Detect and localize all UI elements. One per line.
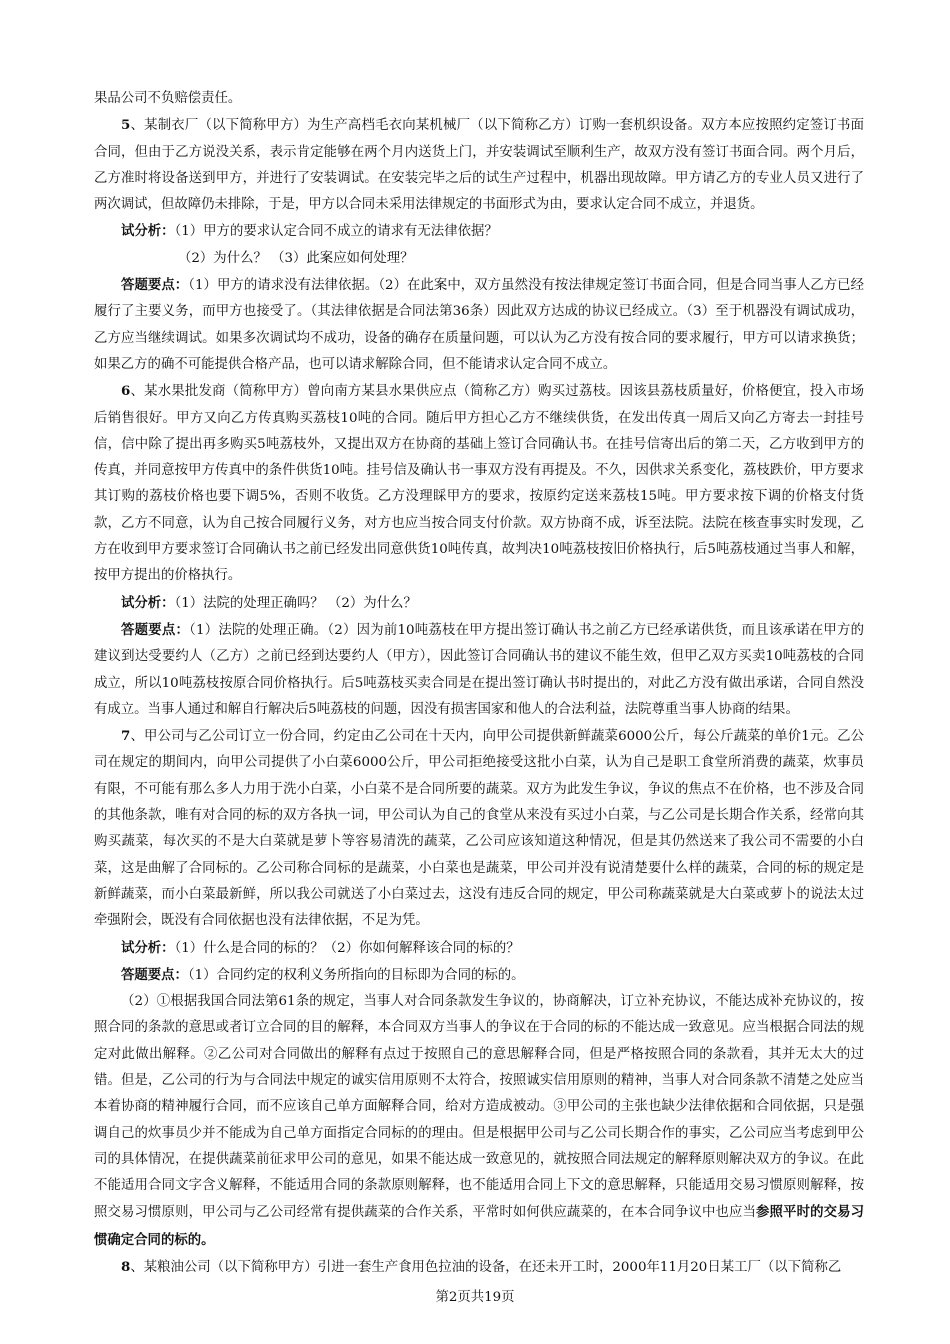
case-text: 、甲公司与乙公司订立一份合同，约定由乙公司在十天内，向甲公司提供新鲜蔬菜6000公斤，每公斤蔬菜的单价1元。乙公司在规定的期间内，向甲公司提供了小白菜6000公斤，甲公司拒绝接受这批小白菜，认为自己是职工食堂所消费的蔬菜，炊事员有限，不可能有那么多人力用于洗小白菜，小白菜不是合同所要的蔬菜。双方为此发生争议，争议的焦点不在价格，也不涉及合同的其他条款，唯有对合同的标的双方各执一词，甲公司认为自己的食堂从来没有买过小白菜，与乙公司是长期合作关系，经常向其购买蔬菜，每次买的不是大白菜就是萝卜等容易清洗的蔬菜，乙公司应该知道这种情况，但是其仍然送来了我公司不需要的小白菜，这是曲解了合同标的。乙公司称合同标的是蔬菜，小白菜也是蔬菜，甲公司并没有说清楚要什么样的蔬菜，合同的标的规定是新鲜蔬菜，而小白菜最新鲜，所以我公司就送了小白菜过去，这没有违反合同的规定，甲公司称蔬菜就是大白菜或萝卜的说法太过牵强附会，既没有合同依据也没有法律依据，不足为凭。 (94, 729, 864, 929)
case-number: 6 (121, 383, 131, 400)
case-text: 、某制衣厂（以下简称甲方）为生产高档毛衣向某机械厂（以下简称乙方）订购一套机织设备。双方本应按照约定签订书面合同，但由于乙方说没关系，表示肯定能够在两个月内送货上门，并安装调试至顺利生产，故双方没有签订书面合同。两个月后，乙方准时将设备送到甲方，并进行了安装调试。在安装完毕之后的试生产过程中，机器出现故障。甲方请乙方的专业人员又进行了两次调试，但故障仍未排除，于是，甲方以合同未采用法律规定的书面形式为由，要求认定合同不成立，并退货。 (94, 118, 864, 213)
answer-text: （1）合同约定的权利义务所指向的目标即为合同的标的。 (187, 967, 525, 983)
case-text: 、某粮油公司（以下简称甲方）引进一套生产食用色拉油的设备，在还未开工时，2000年11月20日某工厂（以下简称乙 (130, 1260, 842, 1276)
answer (94, 272, 864, 378)
case-5 (94, 112, 864, 218)
answer-label: 答题要点： (121, 621, 190, 638)
document-body (94, 86, 864, 1281)
case-8 (94, 1254, 864, 1281)
answer-text: （1）法院的处理正确。（2）因为前10吨荔枝在甲方提出签订确认书之前乙方已经承诺供货，而且该承诺在甲方的建议到达受要约人（乙方）之前已经到达要约人（甲方），因此签订合同确认书的建议不能生效，但甲乙双方买卖10吨荔枝的合同成立，所以10吨荔枝按原合同价格执行。后5吨荔枝买卖合同是在提出签订确认书时提出的，对此乙方没有做出承诺，合同自然没有成立。当事人通过和解自行解决后5吨荔枝的问题，因没有损害国家和他人的合法利益，法院尊重当事人协商的结果。 (94, 622, 864, 717)
case-6 (94, 378, 864, 589)
answer-emphasis: 参照平时的交易习惯确定合同的标的。 (94, 1204, 864, 1248)
answer-label: 答题要点： (121, 966, 188, 983)
answer (94, 962, 864, 989)
question-text: （1）甲方的要求认定合同不成立的请求有无法律依据？ (174, 224, 498, 240)
paragraph: 果品公司不负赔偿责任。 (94, 91, 242, 106)
question-label: 试分析： (121, 594, 175, 611)
question (94, 590, 864, 617)
question-continued: （2）为什么？ （3）此案应如何处理？ (178, 250, 414, 266)
question-text: （1）法院的处理正确吗？ （2）为什么？ (174, 595, 417, 611)
case-number: 5 (121, 117, 131, 134)
case-number: 7 (121, 728, 131, 745)
question-label: 试分析： (121, 939, 175, 956)
answer-text: （2）①根据我国合同法第61条的规定，当事人对合同条款发生争议的，协商解决，订立补充协议，不能达成补充协议的，按照合同的条款的意思或者订立合同的目的解释，本合同双方当事人的争议在于合同的标的不能达成一致意见。应当根据合同法的规定对此做出解释。②乙公司对合同做出的解释有点过于按照自己的意思解释合同，但是严格按照合同的条款看，其并无太大的过错。但是，乙公司的行为与合同法中规定的诚实信用原则不太符合，按照诚实信用原则的精神，当事人对合同条款不清楚之处应当本着协商的精神履行合同，而不应该自己单方面解释合同，给对方造成被动。③甲公司的主张也缺少法律依据和合同依据，只是强调自己的炊事员少并不能成为自己单方面指定合同标的的理由。但是根据甲公司与乙公司长期合作的事实，乙公司应当考虑到甲公司的具体情况，在提供蔬菜前征求甲公司的意见，如果不能达成一致意见的，就按照合同法规定的解释原则解决双方的争议。在此不能适用合同文字含义解释，不能适用合同的条款原则解释，也不能适用合同上下文的意思解释，只能适用交易习惯原则解释，按照交易习惯原则，甲公司与乙公司经常有提供蔬菜的合作关系，平常时如何供应蔬菜的，在本合同争议中也应当 (94, 994, 864, 1221)
question-text: （1）什么是合同的标的？（2）你如何解释该合同的标的？ (174, 940, 520, 956)
question (94, 935, 864, 962)
answer-text: （1）甲方的请求没有法律依据。（2）在此案中，双方虽然没有按法律规定签订书面合同，但是合同当事人乙方已经履行了主要义务，而甲方也接受了。（其法律依据是合同法第36条）因此双方达成的协议已经成立。（3）至于机器没有调试成功，乙方应当继续调试。如果多次调试均不成功，设备的确存在质量问题，可以认为乙方没有按合同的要求履行，甲方可以请求换货；如果乙方的确不可能提供合格产品，也可以请求解除合同，但不能请求认定合同不成立。 (94, 278, 865, 372)
answer (94, 617, 864, 723)
case-7 (94, 723, 864, 934)
question (94, 218, 864, 245)
case-text: 、某水果批发商（简称甲方）曾向南方某县水果供应点（简称乙方）购买过荔枝。因该县荔枝质量好，价格便宜，投入市场后销售很好。甲方又向乙方传真购买荔枝10吨的合同。随后甲方担心乙方不继续供货，在发出传真一周后又向乙方寄去一封挂号信，信中除了提出再多购买5吨荔枝外，又提出双方在协商的基础上签订合同确认书。在挂号信寄出后的第二天，乙方收到甲方的传真，并同意按甲方传真中的条件供货10吨。挂号信及确认书一事双方没有再提及。不久，因供求关系变化，荔枝跌价，甲方要求其订购的荔枝价格也要下调5%，否则不收货。乙方没理睬甲方的要求，按原约定送来荔枝15吨。甲方要求按下调的价格支付货款，乙方不同意，认为自己按合同履行义务，对方也应当按合同支付价款。双方协商不成，诉至法院。法院在核查事实时发现，乙方在收到甲方要求签订合同确认书之前已经发出同意供货10吨传真，故判决10吨荔枝按旧价格执行，后5吨荔枝通过当事人和解，按甲方提出的价格执行。 (94, 384, 864, 584)
question-label: 试分析： (121, 223, 175, 240)
answer-label: 答题要点： (121, 277, 189, 294)
answer-continued (94, 989, 864, 1254)
case-number: 8 (121, 1259, 131, 1276)
page-footer: 第2页共19页 (435, 1290, 515, 1305)
